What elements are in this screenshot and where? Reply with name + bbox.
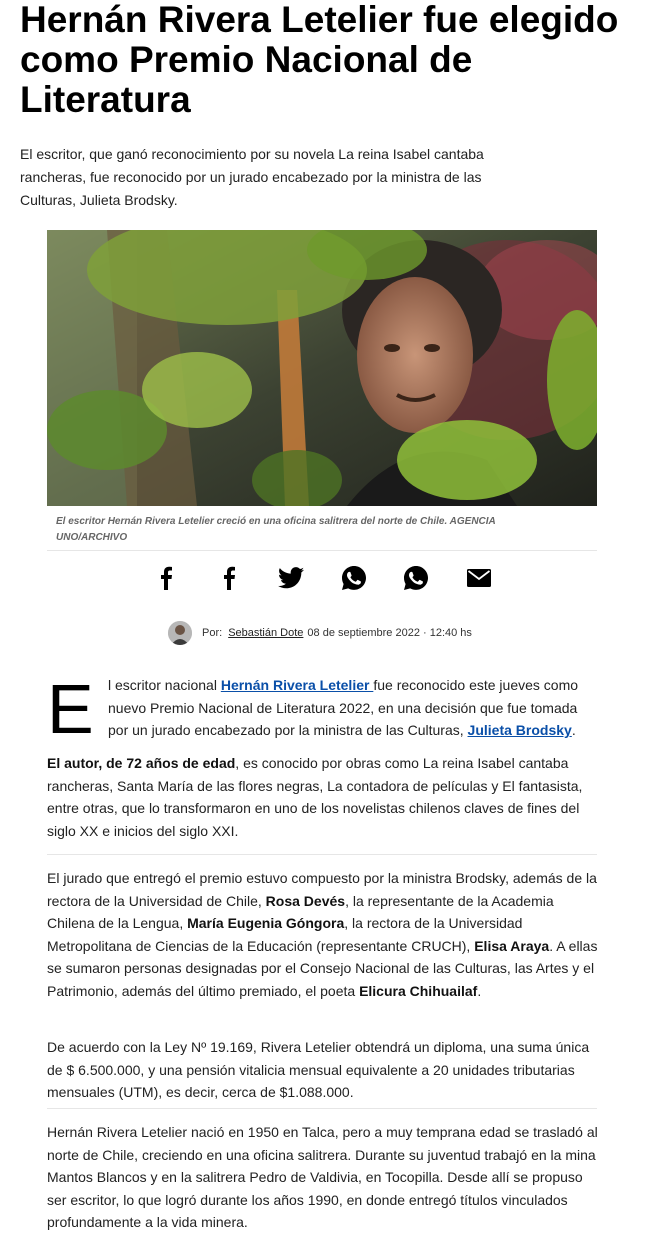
share-whatsapp-web-button[interactable] <box>400 562 432 594</box>
divider <box>47 550 597 551</box>
image-caption: El escritor Hernán Rivera Letelier creció en una oficina salitrera del norte de Chile. AGENCIA UNO/ARCHIVO <box>56 516 496 543</box>
share-twitter-button[interactable] <box>275 562 307 594</box>
email-icon <box>467 569 491 587</box>
paragraph-2: El autor, de 72 años de edad, es conocido por obras como La reina Isabel cantaba rancheras, Santa María de las flores negras, La contadora de películas y El fantasista, entre otras, que lo transformaron en uno de los novelistas chilenos claves de fines del siglo XX e inicios del siglo XXI. <box>47 755 583 839</box>
byline-prefix: Por: <box>202 627 223 639</box>
share-facebook-button[interactable] <box>150 562 182 594</box>
paragraph-4: De acuerdo con la Ley Nº 19.169, Rivera Letelier obtendrá un diploma, una suma única de $ 6.500.000, y una pensión vitalicia mensual equivalente a 20 unidades tributarias mensuales (UTM), es decir, cerca de $1.088.000. <box>47 1039 590 1100</box>
author-avatar <box>168 621 192 645</box>
byline <box>168 620 472 646</box>
facebook-icon <box>159 566 173 590</box>
twitter-icon <box>278 567 304 589</box>
author-link[interactable]: Sebastián Dote <box>228 627 304 639</box>
link-julieta-brodsky[interactable]: Julieta Brodsky <box>467 722 572 738</box>
whatsapp-icon <box>404 566 428 590</box>
drop-cap: E <box>47 670 94 748</box>
article-headline: Hernán Rivera Letelier fue elegido como Premio Nacional de Literatura <box>20 0 619 120</box>
whatsapp-icon <box>342 566 366 590</box>
divider <box>47 854 597 855</box>
share-bar <box>150 562 495 594</box>
link-hernan-rivera-letelier[interactable]: Hernán Rivera Letelier <box>220 677 374 693</box>
article-photo <box>47 230 597 506</box>
share-email-button[interactable] <box>463 562 495 594</box>
article-subtitle: El escritor, que ganó reconocimiento por su novela La reina Isabel cantaba rancheras, fue reconocido por un jurado encabezado por la ministra de las Culturas, Julieta Brodsky. <box>20 146 484 208</box>
share-facebook-messenger-button[interactable] <box>213 562 245 594</box>
facebook-icon <box>222 566 236 590</box>
share-whatsapp-button[interactable] <box>338 562 370 594</box>
divider <box>47 1108 597 1109</box>
paragraph-3: El jurado que entregó el premio estuvo compuesto por la ministra Brodsky, además de la rectora de la Universidad de Chile, Rosa Devés, la representante de la Academia Chilena de la Lengua, María Eugenia Góngora, la rectora de la Universidad Metropolitana de Ciencias de la Educación (representante CRUCH), Elisa Araya. A ellas se sumaron personas designadas por el Consejo Nacional de las Culturas, las Artes y el Patrimonio, además del último premiado, el poeta Elicura Chihuailaf. <box>47 870 598 999</box>
publish-date: 08 de septiembre 2022 · 12:40 hs <box>307 627 472 639</box>
lead-paragraph: l escritor nacional Hernán Rivera Letelier fue reconocido este jueves como nuevo Premio Nacional de Literatura 2022, en una decisión que fue tomada por un jurado encabezado por la ministra de las Culturas, Julieta Brodsky. <box>108 677 579 738</box>
paragraph-5: Hernán Rivera Letelier nació en 1950 en Talca, pero a muy temprana edad se trasladó al norte de Chile, creciendo en una oficina salitrera. Durante su juventud trabajó en la mina Mantos Blancos y en la salitrera Pedro de Valdivia, en Tocopilla. Desde allí se propuso ser escritor, lo que logró durante los años 1990, en donde entregó títulos vinculados profundamente a la vida minera. <box>47 1124 598 1230</box>
